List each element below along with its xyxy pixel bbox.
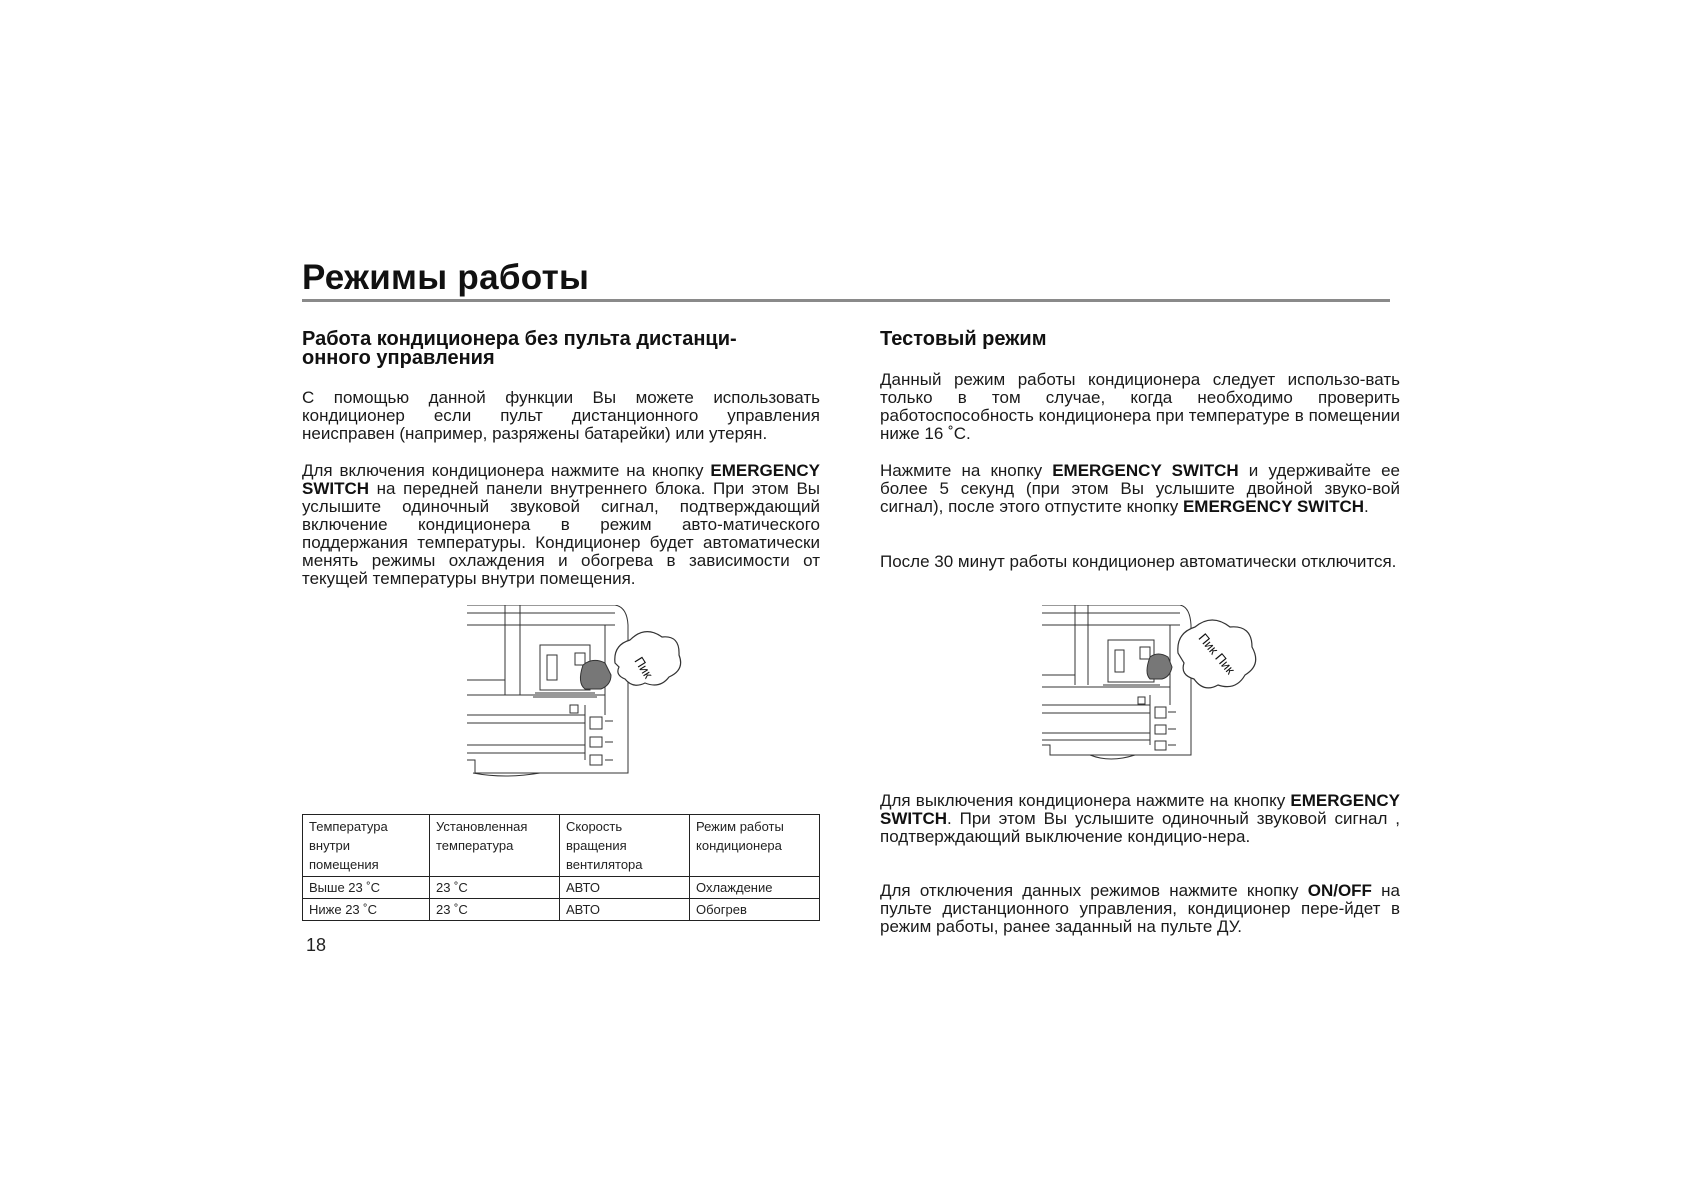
paragraph-text: . При этом Вы услышите одиночный звуковой сигнал , подтверждающий выключение кондицио-нера. — [880, 809, 1400, 846]
page-number: 18 — [306, 935, 327, 955]
table-row — [303, 899, 820, 921]
table-row — [303, 877, 820, 899]
table-cell: Ниже 23 ˚С — [303, 899, 430, 921]
table-cell: Охлаждение — [690, 877, 820, 899]
table-cell: Выше 23 ˚С — [303, 877, 430, 899]
paragraph-auto-off: После 30 минут работы кондиционер автоматически отключится. — [880, 552, 1397, 571]
emergency-switch-label: EMERGENCY SWITCH — [302, 461, 820, 498]
indoor-unit-illustration-double-beep — [1040, 605, 1270, 770]
paragraph-text: и удерживайте ее более 5 секунд (при этом Вы услышите двойной звуко-вой сигнал), после этого отпустите кнопку — [880, 461, 1400, 516]
indoor-unit-drawing — [465, 605, 695, 780]
paragraph-test-activate — [880, 462, 1400, 516]
emergency-switch-label: EMERGENCY SWITCH — [1052, 461, 1239, 480]
emergency-mode-table — [302, 814, 820, 921]
table-header-cell: Температура внутри помещения — [303, 815, 430, 877]
paragraph-emergency-off — [880, 792, 1400, 846]
section-heading-no-remote: Работа кондиционера без пульта дистанци- онного управления — [302, 328, 737, 369]
indoor-unit-drawing — [1040, 605, 1270, 770]
paragraph-text: на передней панели внутреннего блока. При этом Вы услышите одиночный звуковой сигнал, подтверждающий включение кондиционера в режим авто-матического поддержания температуры. Кондиционер будет автоматически менять режимы охлаждения и обогрева в зависимости от текущей температуры внутри помещения. — [302, 479, 820, 588]
table-header-cell: Установленная температура — [430, 815, 560, 877]
callout-text: Пик — [631, 654, 656, 681]
table-cell: Обогрев — [690, 899, 820, 921]
paragraph-text: . — [1364, 497, 1369, 516]
paragraph-text: на пульте дистанционного управления, кондиционер пере-йдет в режим работы, ранее заданный на пульте ДУ. — [880, 881, 1400, 936]
page-title: Режимы работы — [302, 258, 590, 297]
callout-text: Пик Пик — [1195, 630, 1239, 678]
table-cell: 23 ˚С — [430, 877, 560, 899]
table-cell: АВТО — [560, 899, 690, 921]
table-header-row — [303, 815, 820, 877]
table-header-cell: Режим работы кондиционера — [690, 815, 820, 877]
indoor-unit-illustration-single-beep — [465, 605, 695, 780]
paragraph-test-intro: Данный режим работы кондиционера следует использо-вать только в том случае, когда необходимо проверить работоспособность кондиционера при температуре в помещении ниже 16 ˚С. — [880, 370, 1400, 443]
paragraph-text: Нажмите на кнопку — [880, 461, 1053, 480]
on-off-button-label: ON/OFF — [1307, 881, 1372, 900]
paragraph-intro: С помощью данной функции Вы можете использовать кондиционер если пульт дистанционного управления неисправен (например, разряжены батарейки) или утерян. — [302, 388, 820, 443]
table-header-cell: Скорость вращения вентилятора — [560, 815, 690, 877]
paragraph-text: Для отключения данных режимов нажмите кнопку — [880, 881, 1308, 900]
emergency-switch-label: EMERGENCY SWITCH — [880, 791, 1400, 828]
paragraph-cancel-modes — [880, 882, 1400, 936]
emergency-switch-label: EMERGENCY SWITCH — [1182, 497, 1365, 516]
paragraph-text: Для выключения кондиционера нажмите на кнопку — [880, 791, 1291, 810]
table-cell: АВТО — [560, 877, 690, 899]
table-cell: 23 ˚С — [430, 899, 560, 921]
paragraph-emergency-on — [302, 462, 820, 588]
paragraph-text: Для включения кондиционера нажмите на кнопку — [302, 461, 711, 480]
title-divider — [302, 299, 1390, 302]
section-heading-test-mode: Тестовый режим — [880, 328, 1047, 350]
